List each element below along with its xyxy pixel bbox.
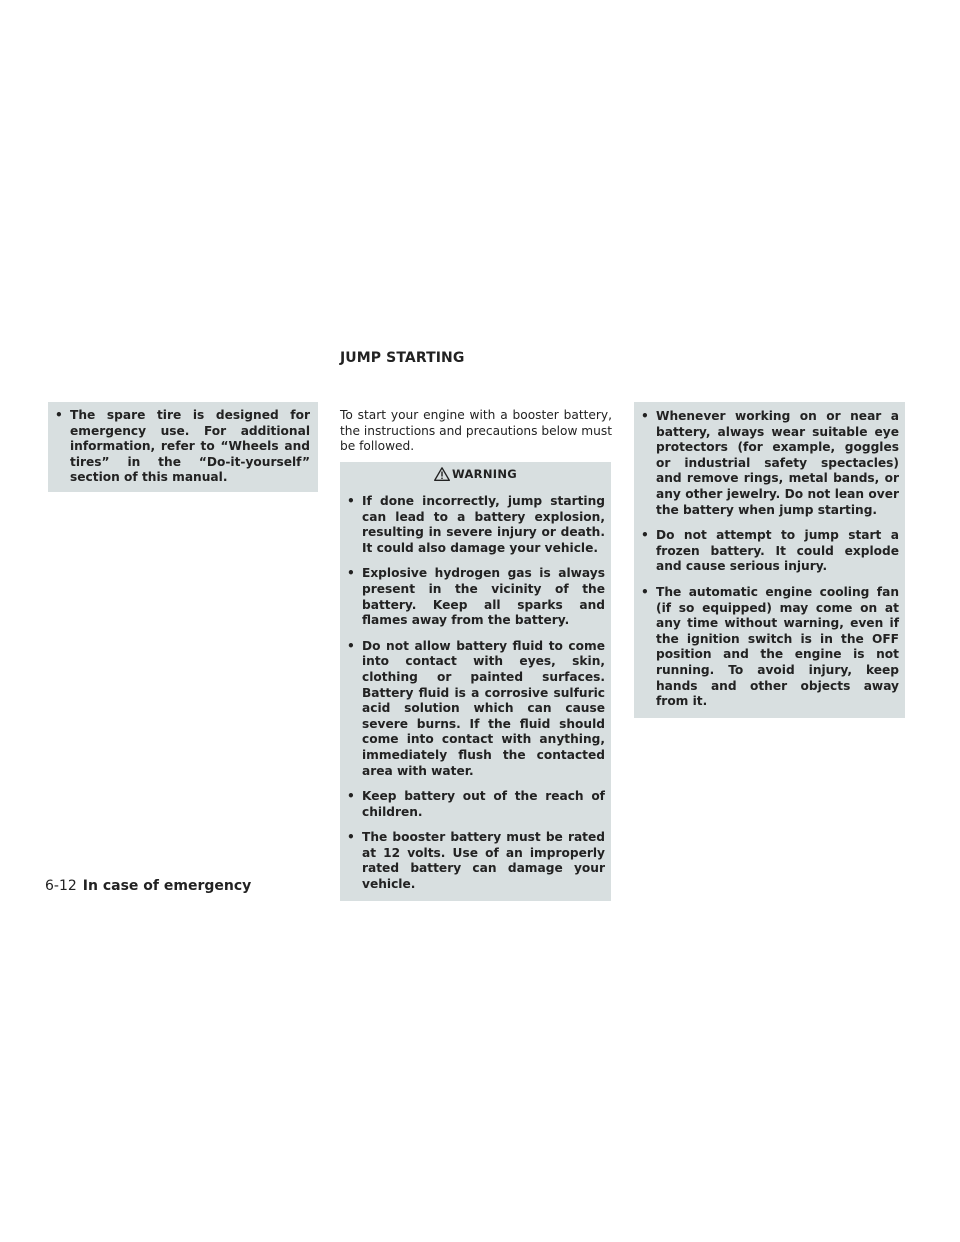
page-number: 6-12	[45, 878, 77, 894]
note-box-spare-tire	[48, 402, 318, 492]
list-item: • The spare tire is designed for emergency use. For additional information, refer to “Wheels and tires” in the “Do-it-yourself” section of this manual.	[55, 408, 310, 485]
page-footer	[45, 878, 251, 894]
list-item: • If done incorrectly, jump starting can lead to a battery explosion, resulting in severe injury or death. It could also damage your vehicle.	[347, 494, 605, 555]
list-item: • Do not allow battery fluid to come into contact with eyes, skin, clothing or painted surfaces. Battery fluid is a corrosive sulfuric acid solution which can cause severe burns. If the fluid should come into contact with anything, immediately flush the contacted area with water.	[347, 638, 605, 778]
list-item: • Do not attempt to jump start a frozen battery. It could explode and cause serious injury.	[641, 528, 899, 574]
intro-paragraph: To start your engine with a booster battery, the instructions and precautions below must be followed.	[340, 408, 613, 454]
list-item: • Whenever working on or near a battery, always wear suitable eye protectors (for example, goggles or industrial safety spectacles) and remove rings, metal bands, or any other jewelry. Do not lean over the battery when jump starting.	[641, 409, 899, 517]
warning-list	[347, 494, 605, 893]
footer-section-name: In case of emergency	[82, 878, 252, 894]
list-item: • The booster battery must be rated at 12 volts. Use of an improperly rated battery can damage your vehicle.	[347, 830, 605, 892]
list-item: • The automatic engine cooling fan (if so equipped) may come on at any time without warning, even if the ignition switch is in the OFF position and the engine is not running. To avoid injury, keep hands and other objects away from it.	[641, 584, 899, 709]
warning-box	[340, 462, 611, 901]
section-title: JUMP STARTING	[340, 350, 465, 366]
warning-triangle-icon	[434, 467, 450, 481]
warning-box-continued	[634, 402, 905, 718]
warning-label: WARNING	[452, 467, 517, 481]
warning-header	[340, 462, 611, 486]
list-item: • Keep battery out of the reach of children.	[347, 789, 605, 819]
warning-list-continued	[641, 409, 899, 710]
note-list	[55, 408, 310, 486]
list-item: • Explosive hydrogen gas is always present in the vicinity of the battery. Keep all sparks and flames away from the battery.	[347, 566, 605, 628]
